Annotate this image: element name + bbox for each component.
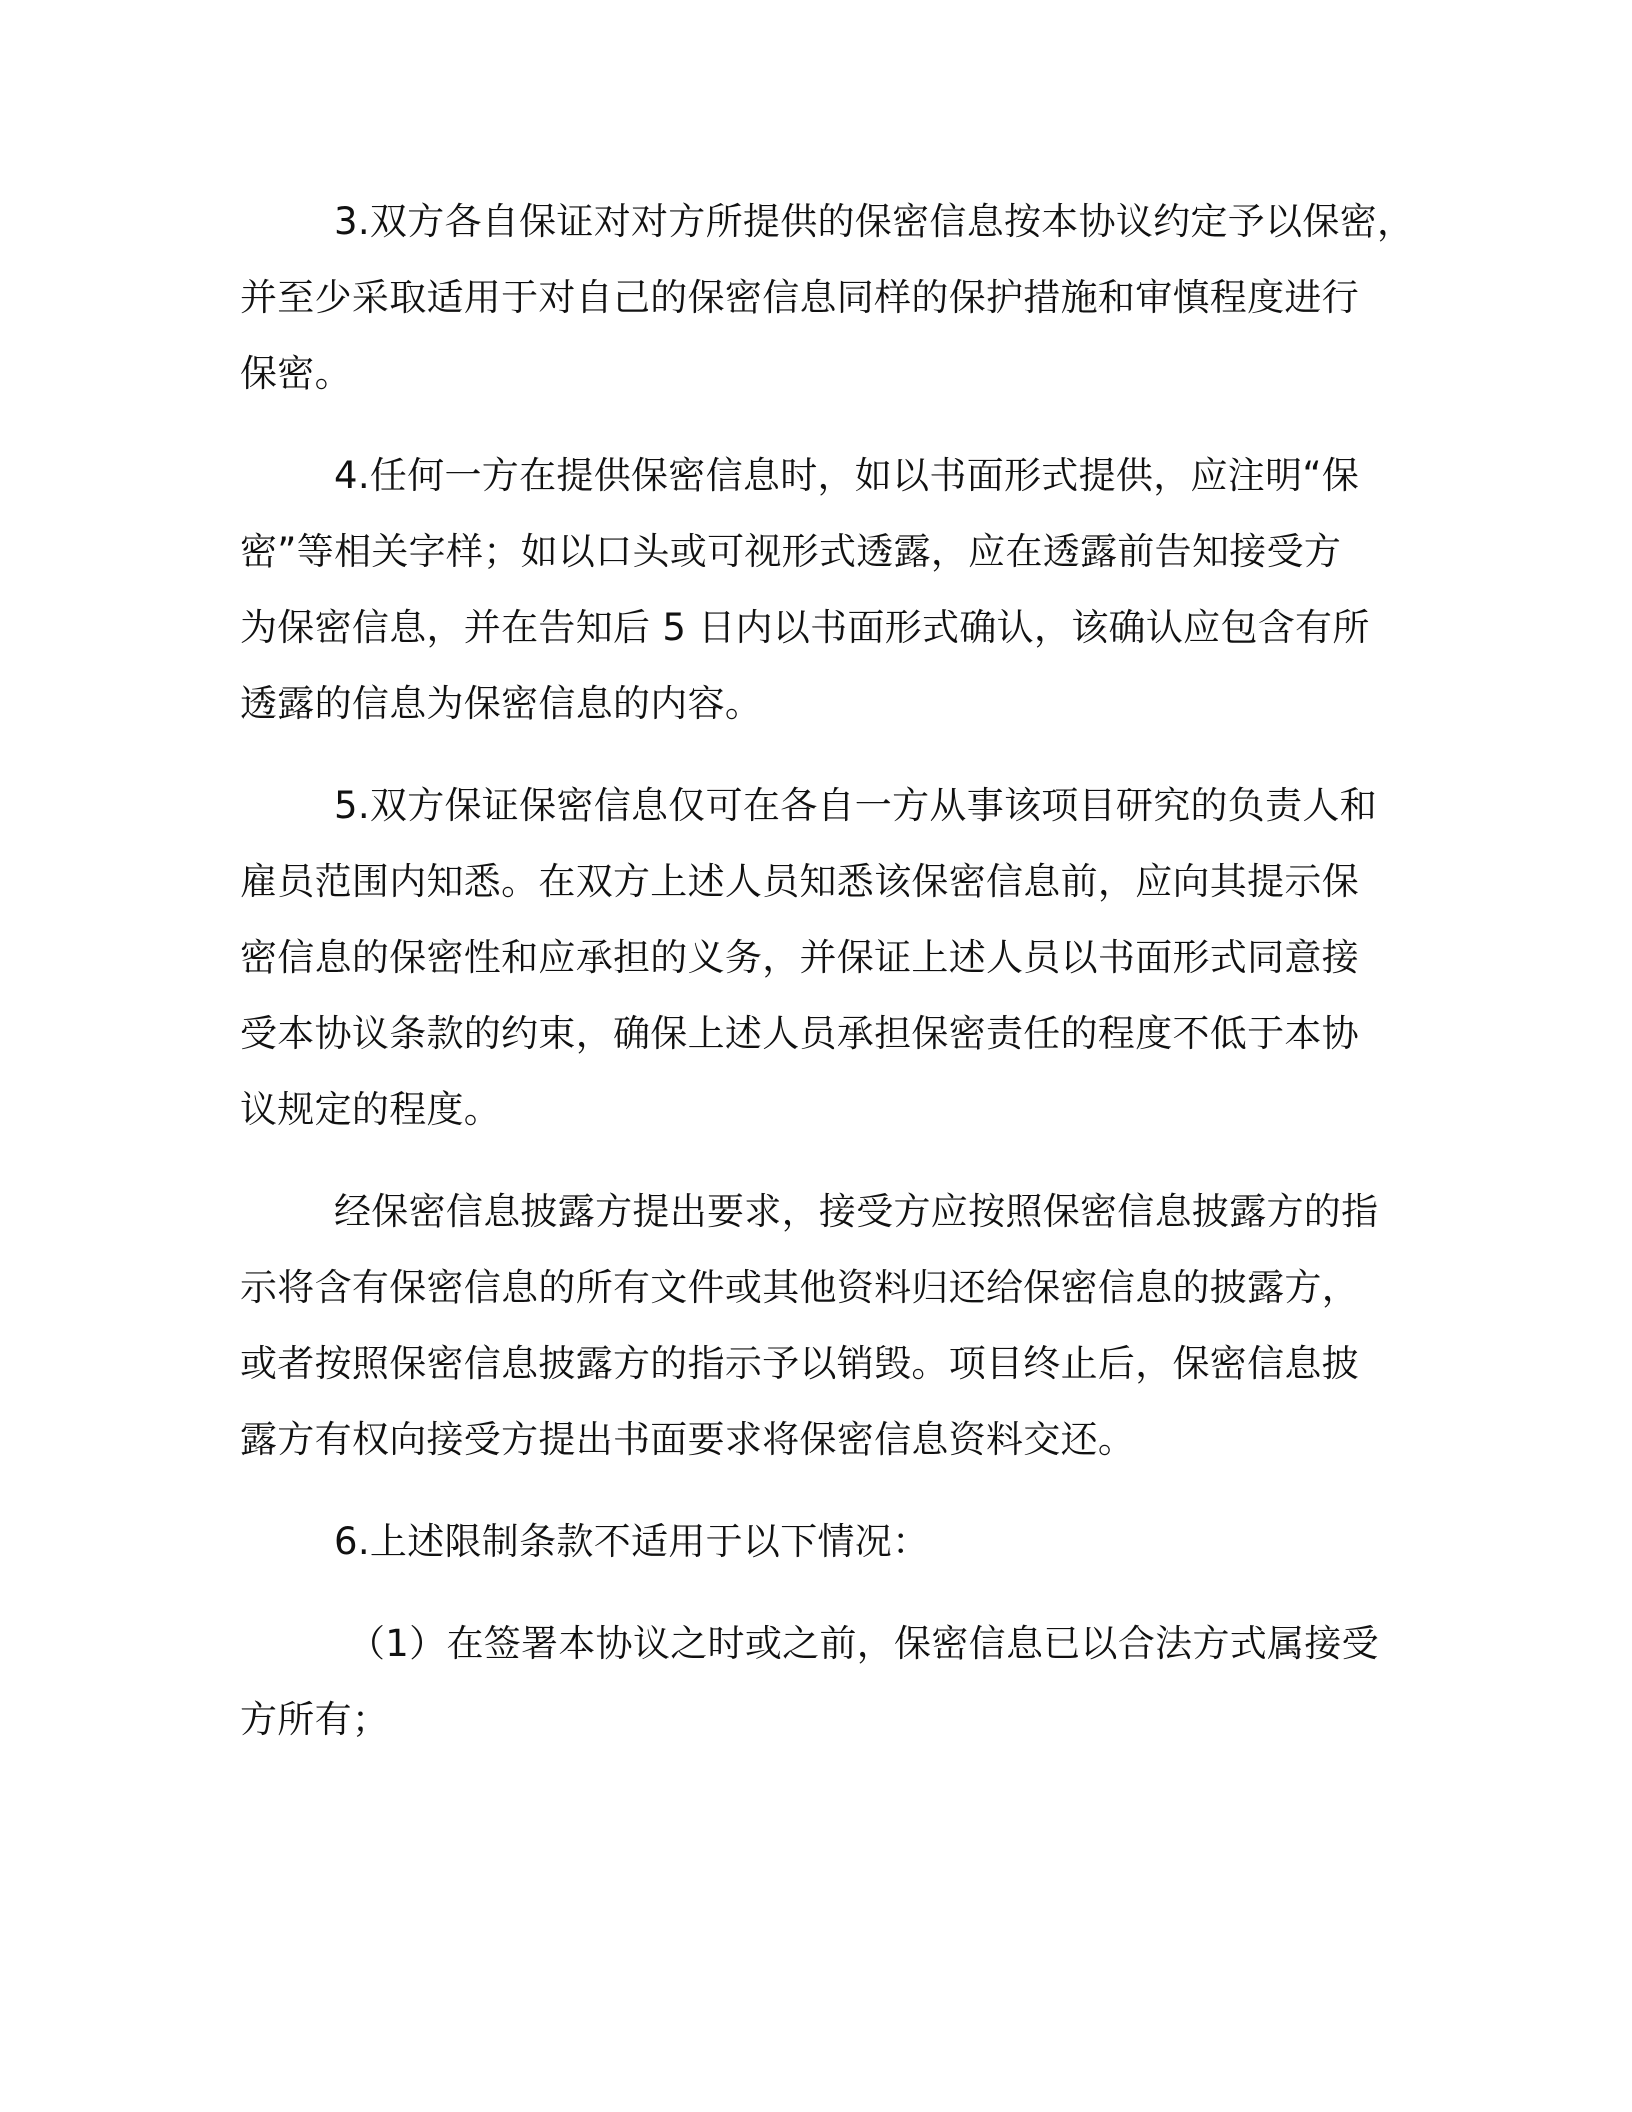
paragraph-line: 露方有权向接受方提出书面要求将保密信息资料交还。 — [240, 1418, 1136, 1461]
paragraph-line: 透露的信息为保密信息的内容。 — [240, 682, 763, 725]
paragraph-line: 5.双方保证保密信息仅可在各自一方从事该项目研究的负责人和 — [334, 784, 1377, 827]
paragraph-line: 雇员范围内知悉。在双方上述人员知悉该保密信息前，应向其提示保 — [240, 860, 1359, 903]
paragraph-line: 3.双方各自保证对对方所提供的保密信息按本协议约定予以保密， — [334, 200, 1415, 243]
paragraph-line: 4.任何一方在提供保密信息时，如以书面形式提供，应注明“保 — [334, 454, 1360, 497]
paragraph-line: 议规定的程度。 — [240, 1088, 502, 1131]
paragraph-line: 经保密信息披露方提出要求，接受方应按照保密信息披露方的指 — [334, 1190, 1379, 1233]
paragraph-line: 并至少采取适用于对自己的保密信息同样的保护措施和审慎程度进行 — [240, 276, 1359, 319]
paragraph-line: 保密。 — [240, 352, 352, 395]
paragraph-line: 示将含有保密信息的所有文件或其他资料归还给保密信息的披露方， — [240, 1266, 1359, 1309]
paragraph-line: 或者按照保密信息披露方的指示予以销毁。项目终止后，保密信息披 — [240, 1342, 1359, 1385]
paragraph-line: （1）在签署本协议之时或之前，保密信息已以合法方式属接受 — [348, 1622, 1379, 1665]
paragraph-line: 密信息的保密性和应承担的义务，并保证上述人员以书面形式同意接 — [240, 936, 1359, 979]
paragraph-line: 为保密信息，并在告知后 5 日内以书面形式确认，该确认应包含有所 — [240, 606, 1370, 649]
paragraph-line: 密”等相关字样；如以口头或可视形式透露，应在透露前告知接受方 — [240, 530, 1342, 573]
paragraph-line: 6.上述限制条款不适用于以下情况： — [334, 1520, 930, 1563]
paragraph-line: 受本协议条款的约束，确保上述人员承担保密责任的程度不低于本协 — [240, 1012, 1359, 1055]
paragraph-line: 方所有； — [240, 1698, 390, 1741]
